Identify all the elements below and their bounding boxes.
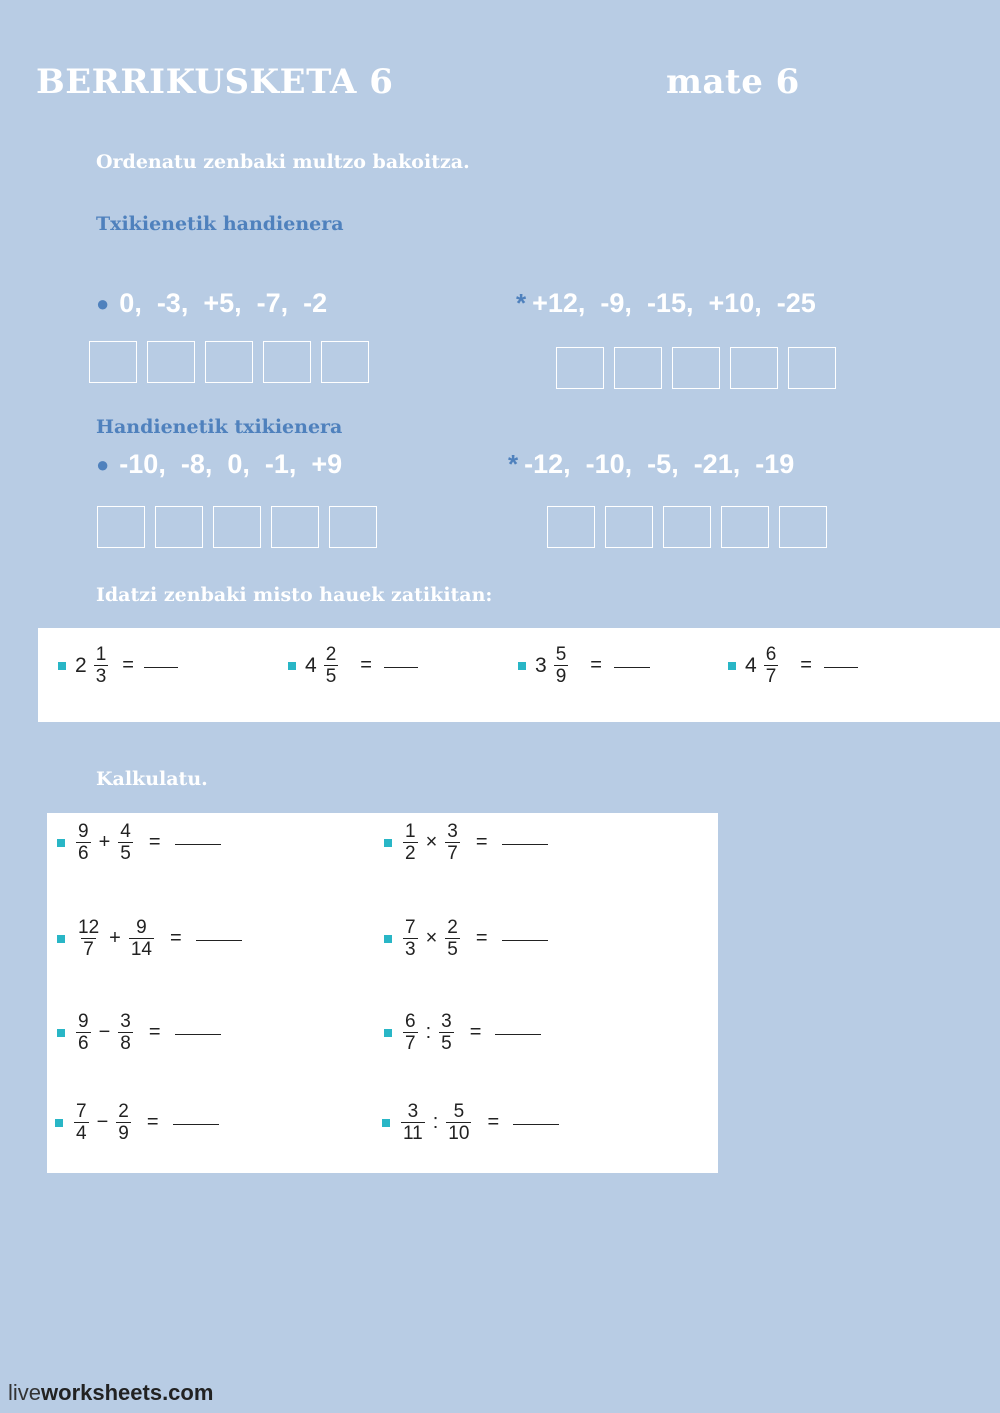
number-set — [96, 449, 342, 480]
square-bullet-icon — [57, 935, 65, 943]
whole-part: 4 — [305, 653, 317, 677]
calculation-exercise: $\frac{12}{7}$ + $\frac{9}{14}$ = — [57, 917, 242, 960]
answer-line[interactable] — [175, 843, 221, 845]
asterisk-icon: * — [516, 288, 527, 318]
answer-box[interactable] — [213, 506, 261, 548]
mixed-number-exercise: 4 $\frac{6}{7}$ = — [728, 644, 858, 687]
square-bullet-icon — [57, 1029, 65, 1037]
number-list: +12, -9, -15, +10, -25 — [532, 288, 816, 318]
answer-line[interactable] — [144, 666, 178, 668]
square-bullet-icon — [384, 935, 392, 943]
answer-boxes — [547, 506, 827, 548]
answer-boxes — [97, 506, 377, 548]
square-bullet-icon — [384, 1029, 392, 1037]
number-set — [96, 288, 327, 319]
fraction: $\frac{3}{8}$ — [120, 1011, 131, 1054]
number-list: -12, -10, -5, -21, -19 — [524, 449, 795, 479]
mixed-number-exercise: 3 $\frac{5}{9}$ = — [518, 644, 650, 687]
answer-box[interactable] — [556, 347, 604, 389]
logo-light-text: live — [8, 1380, 42, 1405]
fraction: $\frac{6}{7}$ — [765, 644, 777, 687]
answer-box[interactable] — [614, 347, 662, 389]
answer-line[interactable] — [502, 843, 548, 845]
square-bullet-icon — [518, 662, 526, 670]
calculation-exercise: $\frac{7}{4}$ − $\frac{2}{9}$ = — [55, 1101, 219, 1144]
fraction: $\frac{2}{5}$ — [447, 917, 458, 960]
mixed-number-instruction: Idatzi zenbaki misto hauek zatikitan: — [96, 584, 493, 606]
fraction: $\frac{9}{6}$ — [78, 821, 89, 864]
whole-part: 3 — [535, 653, 547, 677]
square-bullet-icon — [728, 662, 736, 670]
mixed-number-exercise: 4 $\frac{2}{5}$ = — [288, 644, 418, 687]
answer-line[interactable] — [502, 939, 548, 941]
answer-line[interactable] — [824, 666, 858, 668]
fraction: $\frac{9}{14}$ — [130, 917, 152, 960]
asterisk-icon: * — [508, 449, 519, 479]
whole-part: 2 — [75, 653, 87, 677]
fraction: $\frac{7}{4}$ — [76, 1101, 87, 1144]
answer-box[interactable] — [730, 347, 778, 389]
answer-boxes — [89, 341, 369, 383]
calculation-exercise: $\frac{1}{2}$ × $\frac{3}{7}$ = — [384, 821, 548, 864]
fraction: $\frac{3}{7}$ — [447, 821, 458, 864]
site-logo[interactable] — [8, 1380, 213, 1406]
fraction: $\frac{7}{3}$ — [405, 917, 416, 960]
square-bullet-icon — [382, 1119, 390, 1127]
square-bullet-icon — [57, 839, 65, 847]
calculation-exercise: $\frac{9}{6}$ + $\frac{4}{5}$ = — [57, 821, 221, 864]
fraction: $\frac{3}{5}$ — [441, 1011, 452, 1054]
square-bullet-icon — [288, 662, 296, 670]
logo-bold-text: worksheets.com — [41, 1380, 214, 1405]
number-list: -10, -8, 0, -1, +9 — [119, 449, 343, 479]
answer-box[interactable] — [547, 506, 595, 548]
answer-box[interactable] — [271, 506, 319, 548]
descending-label: Handienetik txikienera — [96, 416, 343, 438]
number-set — [516, 288, 816, 319]
square-bullet-icon — [55, 1119, 63, 1127]
square-bullet-icon — [58, 662, 66, 670]
answer-box[interactable] — [89, 341, 137, 383]
answer-box[interactable] — [329, 506, 377, 548]
answer-box[interactable] — [672, 347, 720, 389]
calculation-panel — [47, 813, 718, 1173]
calculation-exercise: $\frac{9}{6}$ − $\frac{3}{8}$ = — [57, 1011, 221, 1054]
answer-line[interactable] — [513, 1123, 559, 1125]
number-set — [508, 449, 794, 480]
answer-box[interactable] — [788, 347, 836, 389]
answer-box[interactable] — [205, 341, 253, 383]
bullet-icon: ● — [96, 290, 110, 316]
answer-line[interactable] — [175, 1033, 221, 1035]
calculation-exercise: $\frac{6}{7}$ : $\frac{3}{5}$ = — [384, 1011, 541, 1054]
whole-part: 4 — [745, 653, 757, 677]
answer-box[interactable] — [605, 506, 653, 548]
answer-box[interactable] — [779, 506, 827, 548]
bullet-icon: ● — [96, 451, 110, 477]
answer-line[interactable] — [196, 939, 242, 941]
ascending-label: Txikienetik handienera — [96, 213, 344, 235]
worksheet-title: BERRIKUSKETA 6 — [36, 62, 394, 102]
answer-line[interactable] — [384, 666, 418, 668]
answer-box[interactable] — [263, 341, 311, 383]
answer-box[interactable] — [97, 506, 145, 548]
fraction: $\frac{12}{7}$ — [78, 917, 100, 960]
answer-line[interactable] — [173, 1123, 219, 1125]
fraction: $\frac{5}{9}$ — [555, 644, 567, 687]
answer-boxes — [556, 347, 836, 389]
fraction: $\frac{1}{3}$ — [95, 644, 107, 687]
answer-box[interactable] — [721, 506, 769, 548]
fraction: $\frac{1}{2}$ — [405, 821, 416, 864]
fraction: $\frac{5}{10}$ — [448, 1101, 470, 1144]
answer-box[interactable] — [147, 341, 195, 383]
number-list: 0, -3, +5, -7, -2 — [119, 288, 328, 318]
answer-line[interactable] — [495, 1033, 541, 1035]
mixed-number-exercise: 2 $\frac{1}{3}$ = — [58, 644, 178, 687]
answer-box[interactable] — [155, 506, 203, 548]
calculate-instruction: Kalkulatu. — [96, 768, 208, 790]
answer-box[interactable] — [663, 506, 711, 548]
answer-line[interactable] — [614, 666, 650, 668]
fraction: $\frac{3}{11}$ — [403, 1101, 423, 1144]
square-bullet-icon — [384, 839, 392, 847]
fraction: $\frac{4}{5}$ — [120, 821, 131, 864]
answer-box[interactable] — [321, 341, 369, 383]
order-instruction: Ordenatu zenbaki multzo bakoitza. — [96, 151, 470, 173]
fraction: $\frac{9}{6}$ — [78, 1011, 89, 1054]
fraction: $\frac{2}{5}$ — [325, 644, 337, 687]
calculation-exercise: $\frac{3}{11}$ : $\frac{5}{10}$ = — [382, 1101, 559, 1144]
fraction: $\frac{6}{7}$ — [405, 1011, 416, 1054]
subject-label: mate 6 — [666, 62, 800, 102]
fraction: $\frac{2}{9}$ — [118, 1101, 129, 1144]
mixed-number-panel — [38, 628, 1000, 722]
calculation-exercise: $\frac{7}{3}$ × $\frac{2}{5}$ = — [384, 917, 548, 960]
